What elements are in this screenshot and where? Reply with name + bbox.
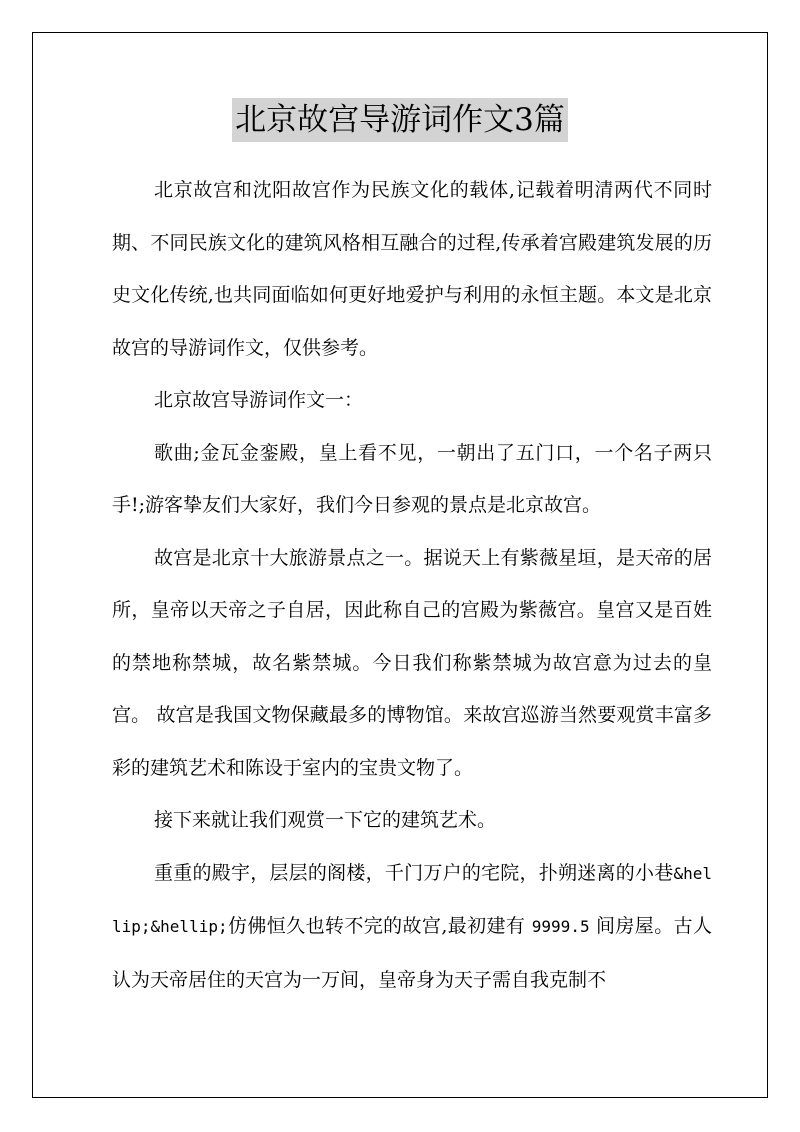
paragraph-heading-one: 北京故宫导游词作文一： — [154, 389, 364, 411]
paragraph-palaces — [112, 847, 712, 1007]
paragraph-palaces-part1: 重重的殿宇，层层的阁楼，千门万户的宅院，扑朔迷离的小巷 — [154, 861, 674, 884]
html-entity-text: &hellip;&hellip; — [112, 863, 712, 936]
paragraph-architecture: 接下来就让我们观赏一下它的建筑艺术。 — [154, 809, 497, 831]
paragraph-palaces-part2: 仿佛恒久也转不完的故宫,最初建有 — [227, 915, 526, 937]
document-body — [112, 164, 712, 1006]
title-container — [0, 98, 800, 142]
paragraph-intro: 北京故宫和沈阳故宫作为民族文化的载体,记载着明清两代不同时期、不同民族文化的建筑风格相互融合的过程,传承着宫殿建筑发展的历史文化传统,也共同面临如何更好地爱护与利用的永恒主题。本文是北京故宫的导游词作文，仅供参考。 — [112, 179, 712, 359]
paragraph-song: 歌曲;金瓦金銮殿，皇上看不见，一朝出了五门口，一个名子两只手!;游客挚友们大家好，我们今日参观的景点是北京故宫。 — [112, 441, 712, 516]
paragraph-palaces-part3: 间房屋。古人认为天帝居住的天宫为一万间，皇帝身为天子需自我克制不 — [112, 915, 712, 991]
room-count: 9999.5 — [531, 917, 590, 936]
document-title: 北京故宫导游词作文3篇 — [232, 98, 568, 142]
paragraph-forbidden-city: 故宫是北京十大旅游景点之一。据说天上有紫薇星垣，是天帝的居所，皇帝以天帝之子自居，因此称自己的宫殿为紫薇宫。皇宫又是百姓的禁地称禁城，故名紫禁城。今日我们称紫禁城为故宫意为过去的皇宫。 故宫是我国文物保藏最多的博物馆。来故宫巡游当然要观赏丰富多彩的建筑艺术和陈设于室内的宝贵文物了。 — [112, 546, 712, 779]
